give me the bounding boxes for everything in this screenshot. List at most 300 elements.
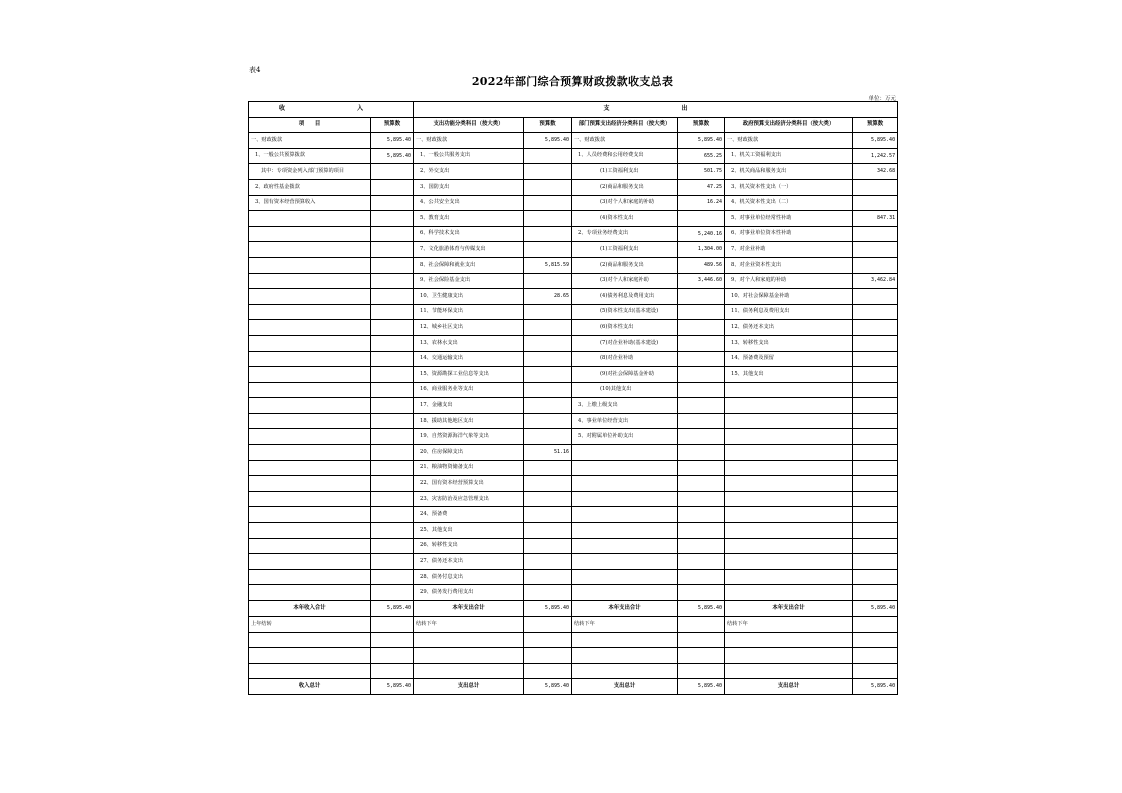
table-row [249,382,898,398]
row-label [249,242,371,258]
row-value [371,304,414,320]
table-row [249,211,898,227]
empty-row [249,648,898,664]
row-label [725,538,853,554]
row-label: 11、节能环保支出 [414,304,524,320]
row-value [524,320,572,336]
row-label: 7、文化旅游体育与传媒支出 [414,242,524,258]
row-label [249,320,371,336]
carry-label: 结转下年 [725,617,853,633]
row-label [572,476,678,492]
row-label: 5、教育支出 [414,211,524,227]
row-label [725,554,853,570]
row-label: (5)资本性支出(基本建设) [572,304,678,320]
page-title: 2022年部门综合预算财政拨款收支总表 [471,75,674,88]
row-label: 4、事业单位经营支出 [572,413,678,429]
row-value [678,569,725,585]
row-label [249,273,371,289]
row-label: 4、机关资本性支出（二） [725,195,853,211]
row-label [249,289,371,305]
table-row [249,507,898,523]
row-value [678,507,725,523]
table-row [249,413,898,429]
row-value [524,148,572,164]
row-value: 3,446.60 [678,273,725,289]
row-value [524,523,572,539]
table-row [249,335,898,351]
row-label [725,382,853,398]
row-value: 1,242.57 [853,148,898,164]
row-label [249,398,371,414]
row-label: 18、援助其他地区支出 [414,413,524,429]
row-value [853,538,898,554]
row-value [524,367,572,383]
row-value [524,398,572,414]
table-row [249,304,898,320]
grand-total-label: 支出总计 [725,679,853,695]
row-label [249,351,371,367]
expense-section-header: 支 出 [414,102,898,118]
row-value [678,429,725,445]
row-label: (1)工资福利支出 [572,242,678,258]
row-value [524,351,572,367]
row-value: 5,895.40 [524,133,572,149]
row-value [371,320,414,336]
row-value [853,257,898,273]
income-section-header: 收 入 [249,102,414,118]
row-label: 8、社会保障和就业支出 [414,257,524,273]
row-value: 1,304.00 [678,242,725,258]
row-value [678,351,725,367]
row-label: 4、公共安全支出 [414,195,524,211]
row-value [524,304,572,320]
row-value [371,460,414,476]
col-header-func: 支出功能分类科目（按大类） [414,117,524,133]
row-label: 27、债务还本支出 [414,554,524,570]
row-label [572,585,678,601]
row-value [678,335,725,351]
row-value [853,242,898,258]
total-value: 5,895.40 [524,601,572,617]
row-label: (7)对企业补助(基本建设) [572,335,678,351]
row-label: 14、预备费及预留 [725,351,853,367]
row-label: 17、金融支出 [414,398,524,414]
row-value [524,429,572,445]
grand-total-row [249,679,898,695]
row-value [371,211,414,227]
row-label [249,460,371,476]
row-value [371,195,414,211]
row-value [853,445,898,461]
row-value [524,491,572,507]
row-value: 5,895.40 [371,133,414,149]
row-value [853,569,898,585]
carry-row [249,617,898,633]
row-value [371,257,414,273]
row-label [725,585,853,601]
row-value [371,569,414,585]
row-label [249,335,371,351]
row-label: 2、机关商品和服务支出 [725,164,853,180]
column-header-row [249,117,898,133]
row-label: 19、自然资源海洋气象等支出 [414,429,524,445]
table-row [249,491,898,507]
grand-total-value: 5,895.40 [853,679,898,695]
table-row [249,476,898,492]
row-label [249,585,371,601]
table-row [249,148,898,164]
row-value [853,367,898,383]
row-value [371,585,414,601]
row-value [371,398,414,414]
carry-label: 上年结转 [249,617,371,633]
row-value [678,445,725,461]
row-label [249,382,371,398]
row-label [725,398,853,414]
row-value [371,226,414,242]
total-label: 本年支出合计 [572,601,678,617]
table-footer [249,601,898,695]
table-row [249,226,898,242]
table-number-tag: 表4 [249,66,261,74]
carry-value [524,617,572,633]
row-label [572,554,678,570]
row-label: 14、交通运输支出 [414,351,524,367]
year-total-row [249,601,898,617]
row-value [678,523,725,539]
row-value [371,429,414,445]
row-label: (3)对个人和家庭的补助 [572,195,678,211]
row-label [725,445,853,461]
row-value: 5,895.40 [678,133,725,149]
row-label: 1、一般公共服务支出 [414,148,524,164]
row-label [249,367,371,383]
row-value [853,289,898,305]
row-label: 20、住房保障支出 [414,445,524,461]
col-header-budget: 预算数 [524,117,572,133]
row-label: 其中：专项资金列入部门预算的项目 [249,164,371,180]
row-value [524,226,572,242]
row-label: (1)工资福利支出 [572,164,678,180]
col-header-budget: 预算数 [853,117,898,133]
table-body [249,133,898,601]
row-label: 13、转移性支出 [725,335,853,351]
row-label: (8)对企业补助 [572,351,678,367]
row-value [371,523,414,539]
table-row [249,179,898,195]
row-label: 6、对事业单位资本性补助 [725,226,853,242]
table-row [249,289,898,305]
row-value [371,367,414,383]
row-value [853,429,898,445]
row-value [524,179,572,195]
total-value: 5,895.40 [371,601,414,617]
row-value [524,164,572,180]
section-header-row [249,102,898,118]
row-value: 342.68 [853,164,898,180]
grand-total-value: 5,895.40 [678,679,725,695]
row-label: 21、粮油物资储备支出 [414,460,524,476]
row-label: 15、其他支出 [725,367,853,383]
row-value: 28.65 [524,289,572,305]
table-row [249,133,898,149]
row-value: 3,462.84 [853,273,898,289]
row-label [725,429,853,445]
row-value [678,554,725,570]
row-value [371,273,414,289]
row-label: 2、专项业务经费支出 [572,226,678,242]
col-header-item: 项 目 [249,117,371,133]
row-label: 28、债务付息支出 [414,569,524,585]
row-label: 3、国有资本经营预算收入 [249,195,371,211]
carry-label: 结转下年 [414,617,524,633]
row-label: (9)对社会保障基金补助 [572,367,678,383]
row-value [524,585,572,601]
row-value [853,585,898,601]
row-label [249,476,371,492]
carry-label: 结转下年 [572,617,678,633]
row-label [249,429,371,445]
total-value: 5,895.40 [853,601,898,617]
row-label: 一、财政拨款 [414,133,524,149]
row-value [524,554,572,570]
row-value [853,195,898,211]
empty-row [249,632,898,648]
table-row [249,460,898,476]
row-value [371,164,414,180]
row-value: 16.24 [678,195,725,211]
empty-row [249,663,898,679]
row-label: (4)资本性支出 [572,211,678,227]
row-value: 655.25 [678,148,725,164]
grand-total-value: 5,895.40 [524,679,572,695]
row-value [678,367,725,383]
row-label: 29、债务发行费用支出 [414,585,524,601]
row-value: 47.25 [678,179,725,195]
grand-total-label: 收入总计 [249,679,371,695]
row-label: 6、科学技术支出 [414,226,524,242]
row-label [249,523,371,539]
row-label: 3、上缴上级支出 [572,398,678,414]
row-value [524,460,572,476]
row-value [678,491,725,507]
row-value [853,226,898,242]
col-header-gov: 政府预算支出经济分类科目（按大类） [725,117,853,133]
row-value: 5,895.40 [371,148,414,164]
row-label: 3、机关资本性支出（一） [725,179,853,195]
table-row [249,585,898,601]
row-label: 13、农林水支出 [414,335,524,351]
row-label [249,569,371,585]
row-label: 22、国有资本经营预算支出 [414,476,524,492]
row-label [249,507,371,523]
row-value [371,507,414,523]
row-label: 24、预备费 [414,507,524,523]
col-header-budget: 预算数 [678,117,725,133]
table-row [249,195,898,211]
row-value [524,335,572,351]
row-label: 5、对附属单位补助支出 [572,429,678,445]
total-label: 本年收入合计 [249,601,371,617]
row-value [678,413,725,429]
row-value [371,538,414,554]
row-label [725,569,853,585]
row-label [572,523,678,539]
row-value: 5,815.59 [524,257,572,273]
row-label: 10、对社会保障基金补助 [725,289,853,305]
row-label: 11、债务利息及费用支出 [725,304,853,320]
row-value: 5,895.40 [853,133,898,149]
row-label: (10)其他支出 [572,382,678,398]
row-label [249,445,371,461]
row-value [678,211,725,227]
row-label [572,507,678,523]
row-value [678,382,725,398]
row-value [678,289,725,305]
carry-value [371,617,414,633]
row-label: (4)债务利息及费用支出 [572,289,678,305]
table-row [249,429,898,445]
row-label: 9、社会保险基金支出 [414,273,524,289]
row-label: (3)对个人和家庭补助 [572,273,678,289]
row-label: (2)商品和服务支出 [572,179,678,195]
row-label: 1、机关工资福利支出 [725,148,853,164]
row-label: 23、灾害防治及应急管理支出 [414,491,524,507]
row-label: 12、城乡社区支出 [414,320,524,336]
row-label: 3、国防支出 [414,179,524,195]
row-value [853,398,898,414]
row-label: 5、对事业单位经常性补助 [725,211,853,227]
carry-value [678,617,725,633]
row-label: 一、财政拨款 [725,133,853,149]
table-row [249,398,898,414]
row-label [725,476,853,492]
row-label: 1、人员经费和公用经费支出 [572,148,678,164]
row-value [524,195,572,211]
table-row [249,538,898,554]
row-value: 5,240.16 [678,226,725,242]
row-value [371,476,414,492]
unit-label: 单位：万元 [868,96,896,102]
table-row [249,569,898,585]
row-value [853,320,898,336]
row-label: 16、商业服务业等支出 [414,382,524,398]
table-row [249,320,898,336]
row-value [853,554,898,570]
row-label [725,460,853,476]
row-value [853,382,898,398]
row-label [249,538,371,554]
row-value [524,211,572,227]
table-row [249,273,898,289]
row-label: 2、政府性基金拨款 [249,179,371,195]
row-label: 25、其他支出 [414,523,524,539]
row-label: 2、外交支出 [414,164,524,180]
row-label: 26、转移性支出 [414,538,524,554]
table-row [249,367,898,383]
row-label [249,211,371,227]
row-value [853,413,898,429]
row-value [853,351,898,367]
row-value [524,538,572,554]
table-row [249,257,898,273]
row-label: 12、债务还本支出 [725,320,853,336]
row-value [524,476,572,492]
row-value [853,523,898,539]
row-value [524,569,572,585]
row-value [678,304,725,320]
total-value: 5,895.40 [678,601,725,617]
row-value [371,351,414,367]
row-label: (2)商品和服务支出 [572,257,678,273]
table-row [249,242,898,258]
grand-total-label: 支出总计 [572,679,678,695]
row-value [371,491,414,507]
row-label [572,569,678,585]
row-value [371,413,414,429]
total-label: 本年支出合计 [414,601,524,617]
table-row [249,351,898,367]
row-label [249,304,371,320]
row-value: 501.75 [678,164,725,180]
row-value [853,179,898,195]
row-value [371,289,414,305]
row-label: (6)资本性支出 [572,320,678,336]
row-value: 51.16 [524,445,572,461]
row-value [371,554,414,570]
row-value: 847.31 [853,211,898,227]
col-header-dept: 部门预算支出经济分类科目（按大类） [572,117,678,133]
row-label [572,460,678,476]
row-label [249,554,371,570]
row-label: 10、卫生健康支出 [414,289,524,305]
row-label [725,523,853,539]
row-value [524,507,572,523]
table-row [249,445,898,461]
table-row [249,164,898,180]
row-value [853,304,898,320]
row-value [524,273,572,289]
row-value [678,398,725,414]
row-value [853,507,898,523]
grand-total-value: 5,895.40 [371,679,414,695]
row-label [249,226,371,242]
row-value [678,460,725,476]
carry-value [853,617,898,633]
row-label [725,413,853,429]
row-value [371,179,414,195]
row-label [725,507,853,523]
row-value [371,445,414,461]
row-value [524,242,572,258]
row-label: 一、财政拨款 [249,133,371,149]
row-label [572,538,678,554]
row-label [249,413,371,429]
row-value [853,460,898,476]
row-value [853,476,898,492]
row-label: 8、对企业资本性支出 [725,257,853,273]
row-label [725,491,853,507]
row-value [678,538,725,554]
row-label: 7、对企业补助 [725,242,853,258]
table-row [249,523,898,539]
total-label: 本年支出合计 [725,601,853,617]
row-label: 一、财政拨款 [572,133,678,149]
row-label: 15、资源勘探工业信息等支出 [414,367,524,383]
table-row [249,554,898,570]
row-value [371,382,414,398]
row-value [524,413,572,429]
